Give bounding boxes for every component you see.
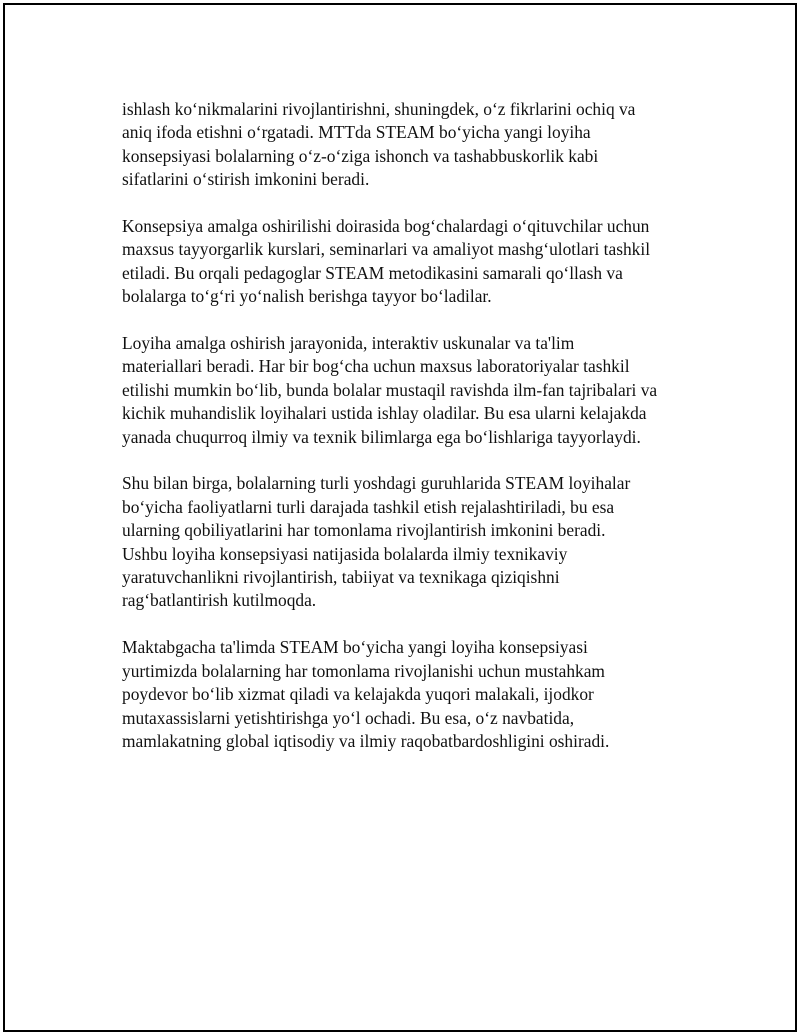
paragraph-2: Konsepsiya amalga oshirilishi doirasida bog‘chalardagi o‘qituvchilar uchun maxsus tayyorgarlik kurslari, seminarlari va amaliyot mashg‘ulotlari tashkil etiladi. Bu orqali pedagoglar STEAM metodikasini samarali qo‘llash va bolalarga to‘g‘ri yo‘nalish berishga tayyor bo‘ladilar. (122, 216, 651, 307)
paragraph-3: Loyiha amalga oshirish jarayonida, interaktiv uskunalar va ta'lim materiallari beradi. Har bir bog‘cha uchun maxsus laboratoriyalar tashkil etilishi mumkin bo‘lib, bunda bolalar mustaqil ravishda ilm-fan tajribalari va kichik muhandislik loyihalari ustida ishlay oladilar. Bu esa ularni kelajakda yanada chuqurroq ilmiy va texnik bilimlarga ega bo‘lishlariga tayyorlaydi. (122, 333, 658, 447)
paragraph-5: Maktabgacha ta'limda STEAM bo‘yicha yangi loyiha konsepsiyasi yurtimizda bolalarning har tomonlama rivojlanishi uchun mustahkam poydevor bo‘lib xizmat qiladi va kelajakda yuqori malakali, ijodkor mutaxassislarni yetishtirishga yo‘l ochadi. Bu esa, o‘z navbatida, mamlakatning global iqtisodiy va ilmiy raqobatbardoshligini oshiradi. (122, 637, 610, 751)
document-body (122, 98, 702, 777)
paragraph-1: ishlash ko‘nikmalarini rivojlantirishni, shuningdek, o‘z fikrlarini ochiq va aniq ifoda etishni o‘rgatadi. MTTda STEAM bo‘yicha yangi loyiha konsepsiyasi bolalarning o‘z-o‘ziga ishonch va tashabbuskorlik kabi sifatlarini o‘stirish imkonini beradi. (122, 99, 636, 190)
paragraph-4: Shu bilan birga, bolalarning turli yoshdagi guruhlarida STEAM loyihalar bo‘yicha faoliyatlarni turli darajada tashkil etish rejalashtiriladi, bu esa ularning qobiliyatlarini har tomonlama rivojlantirish imkonini beradi. Ushbu loyiha konsepsiyasi natijasida bolalarda ilmiy texnikaviy yaratuvchanlikni rivojlantirish, tabiiyat va texnikaga qiziqishni rag‘batlantirish kutilmoqda. (122, 473, 631, 611)
page-frame (3, 3, 797, 1032)
